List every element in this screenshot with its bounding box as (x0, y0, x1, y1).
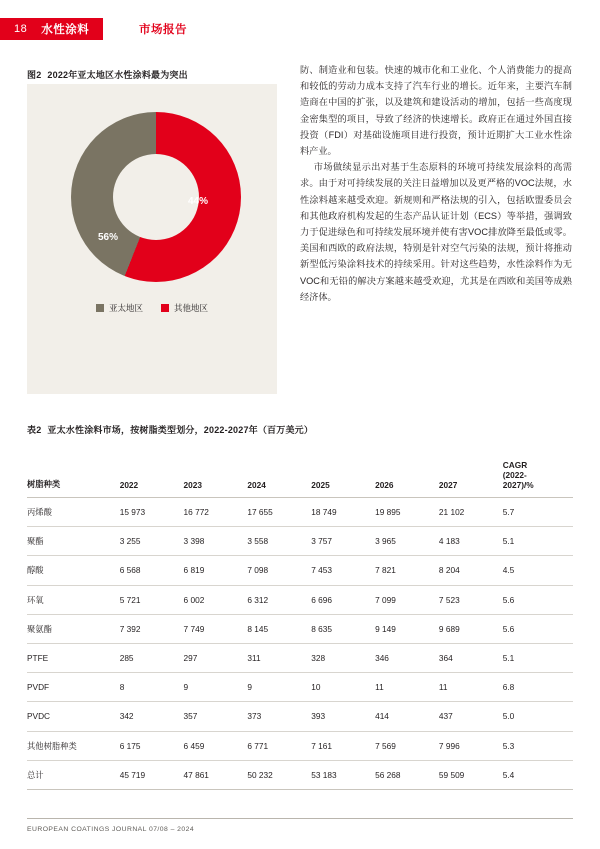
cell-2025: 7 453 (311, 556, 375, 585)
cell-2022: 7 392 (120, 614, 184, 643)
cell-2022: 5 721 (120, 585, 184, 614)
cell-2024: 8 145 (247, 614, 311, 643)
table-label: 表2 (27, 425, 42, 435)
cell-2024: 17 655 (247, 498, 311, 527)
donut-hole (113, 154, 199, 240)
cell-cagr: 5.0 (503, 702, 573, 731)
cell-2027: 4 183 (439, 527, 503, 556)
cell-2023: 3 398 (184, 527, 248, 556)
cell-2023: 47 861 (184, 760, 248, 789)
figure-label: 图2 (27, 70, 42, 80)
donut-slice-label-apac: 44% (188, 196, 209, 207)
cell-cagr: 5.1 (503, 527, 573, 556)
cell-resin: PVDC (27, 702, 120, 731)
table-row (27, 556, 573, 585)
cell-2025: 7 161 (311, 731, 375, 760)
page-number: 18 (14, 23, 28, 35)
cell-2022: 8 (120, 673, 184, 702)
legend-swatch-icon (96, 304, 104, 312)
legend-item-others (161, 302, 208, 314)
footer-journal-text: EUROPEAN COATINGS JOURNAL 07/08 – 2024 (27, 826, 195, 833)
cell-2027: 11 (439, 673, 503, 702)
col-header-2024: 2024 (247, 450, 311, 498)
cell-2026: 7 099 (375, 585, 439, 614)
cell-2023: 6 459 (184, 731, 248, 760)
cell-cagr: 5.3 (503, 731, 573, 760)
cell-resin: 其他树脂种类 (27, 731, 120, 760)
cell-2024: 3 558 (247, 527, 311, 556)
cell-2025: 393 (311, 702, 375, 731)
cell-2025: 328 (311, 643, 375, 672)
col-header-2026: 2026 (375, 450, 439, 498)
cell-2024: 7 098 (247, 556, 311, 585)
cell-2027: 364 (439, 643, 503, 672)
cell-2023: 357 (184, 702, 248, 731)
cell-2024: 50 232 (247, 760, 311, 789)
header-red-tab (0, 18, 103, 40)
cell-2026: 56 268 (375, 760, 439, 789)
table-header-row (27, 450, 573, 498)
footer-divider (27, 818, 573, 819)
legend-label-others: 其他地区 (174, 303, 209, 313)
donut-slice-label-others: 56% (98, 232, 119, 243)
cell-cagr: 5.6 (503, 585, 573, 614)
table-row (27, 702, 573, 731)
cell-2026: 7 821 (375, 556, 439, 585)
table-row (27, 731, 573, 760)
cell-2026: 9 149 (375, 614, 439, 643)
cell-2027: 7 523 (439, 585, 503, 614)
legend-label-apac: 亚太地区 (108, 303, 143, 313)
header-report-tag: 市场报告 (139, 24, 187, 36)
cell-2025: 8 635 (311, 614, 375, 643)
col-header-cagr (503, 450, 573, 498)
cagr-header-line-1: CAGR (502, 460, 528, 470)
legend-item-apac (96, 302, 143, 314)
cell-2023: 7 749 (184, 614, 248, 643)
col-header-2027: 2027 (439, 450, 503, 498)
cell-2022: 285 (120, 643, 184, 672)
cell-cagr: 5.1 (503, 643, 573, 672)
cagr-header-line-2: (2022- (502, 470, 527, 480)
cell-2025: 53 183 (311, 760, 375, 789)
figure-caption (27, 68, 277, 81)
col-header-2023: 2023 (184, 450, 248, 498)
cell-cagr: 5.6 (503, 614, 573, 643)
cell-2027: 437 (439, 702, 503, 731)
cell-resin: PVDF (27, 673, 120, 702)
col-header-resin: 树脂种类 (27, 450, 120, 498)
cell-resin: 醇酸 (27, 556, 120, 585)
figure-caption-text: 2022年亚太地区水性涂料最为突出 (47, 70, 188, 80)
cell-2022: 342 (120, 702, 184, 731)
cell-resin: 聚氨酯 (27, 614, 120, 643)
cell-resin: 聚酯 (27, 527, 120, 556)
cell-2026: 346 (375, 643, 439, 672)
table-row (27, 760, 573, 789)
donut-chart-panel (27, 84, 277, 394)
cell-2023: 6 819 (184, 556, 248, 585)
cell-2024: 6 312 (247, 585, 311, 614)
cell-2022: 6 175 (120, 731, 184, 760)
cell-2027: 59 509 (439, 760, 503, 789)
cell-2023: 297 (184, 643, 248, 672)
cell-2024: 9 (247, 673, 311, 702)
cell-2026: 3 965 (375, 527, 439, 556)
table-caption-text: 亚太水性涂料市场，按树脂类型划分，2022-2027年（百万美元） (47, 425, 314, 435)
cell-2026: 19 895 (375, 498, 439, 527)
cell-2022: 6 568 (120, 556, 184, 585)
page-header (0, 18, 600, 40)
cell-2025: 3 757 (311, 527, 375, 556)
cell-2024: 6 771 (247, 731, 311, 760)
cell-2023: 6 002 (184, 585, 248, 614)
table-row (27, 585, 573, 614)
donut-ring (71, 112, 241, 282)
cell-2024: 311 (247, 643, 311, 672)
table-caption (27, 423, 572, 436)
resin-market-table (27, 450, 573, 790)
cagr-header-line-3: 2027)/% (502, 480, 534, 490)
body-paragraph-2: 市场做续显示出对基于生态原料的环境可持续发展涂料的高需求。由于对可持续发展的关注日益增加以及更严格的VOC法规，水性涂料越来越受欢迎。新规则和严格法规的引入，包括欧盟委员会和其他政府机构发起的生态产品认证计划（ECS）等举措，强调致力于促进绿色和可持续发展环境并使有害VOC排放降至最低或零。美国和西欧的政府法规，特别是针对空气污染的法规，预计将推动新型低污染涂料技术的持续采用。针对这些趋势，水性涂料作为无VOC和无铅的解决方案越来越受欢迎，尤其是在西欧和美国等成熟经济体。 (300, 162, 572, 302)
header-section-title: 水性涂料 (41, 24, 90, 36)
cell-2027: 21 102 (439, 498, 503, 527)
table-body (27, 498, 573, 790)
cell-2022: 45 719 (120, 760, 184, 789)
col-header-2022: 2022 (120, 450, 184, 498)
chart-legend (27, 302, 277, 314)
cell-resin: 总计 (27, 760, 120, 789)
cell-cagr: 4.5 (503, 556, 573, 585)
donut-chart (71, 112, 241, 282)
cell-2027: 7 996 (439, 731, 503, 760)
cell-2025: 10 (311, 673, 375, 702)
table-row (27, 527, 573, 556)
table-row (27, 614, 573, 643)
cell-2026: 11 (375, 673, 439, 702)
table-row (27, 643, 573, 672)
cell-cagr: 5.4 (503, 760, 573, 789)
cell-2026: 7 569 (375, 731, 439, 760)
cell-resin: PTFE (27, 643, 120, 672)
cell-2027: 9 689 (439, 614, 503, 643)
cell-2025: 6 696 (311, 585, 375, 614)
table-row (27, 498, 573, 527)
cell-2025: 18 749 (311, 498, 375, 527)
col-header-2025: 2025 (311, 450, 375, 498)
cell-2022: 15 973 (120, 498, 184, 527)
cell-2023: 9 (184, 673, 248, 702)
cell-cagr: 5.7 (503, 498, 573, 527)
legend-swatch-icon (161, 304, 169, 312)
cell-cagr: 6.8 (503, 673, 573, 702)
cell-resin: 环氧 (27, 585, 120, 614)
cell-2022: 3 255 (120, 527, 184, 556)
cell-2023: 16 772 (184, 498, 248, 527)
cell-2027: 8 204 (439, 556, 503, 585)
body-paragraph-1: 防、制造业和包装。快速的城市化和工业化、个人消费能力的提高和较低的劳动力成本支持了汽车行业的增长。近年来，主要汽车制造商在中国的扩张，以及建筑和建设活动的增加，包括一些高度现金密集型的项目，导致了经济的快速增长。政府正在通过外国直接投资（FDI）对基础设施项目进行投资，预计近期扩大工业水性涂料产业。 (300, 65, 572, 157)
table-row (27, 673, 573, 702)
body-text-column (300, 62, 572, 305)
cell-2024: 373 (247, 702, 311, 731)
cell-resin: 丙烯酸 (27, 498, 120, 527)
cell-2026: 414 (375, 702, 439, 731)
